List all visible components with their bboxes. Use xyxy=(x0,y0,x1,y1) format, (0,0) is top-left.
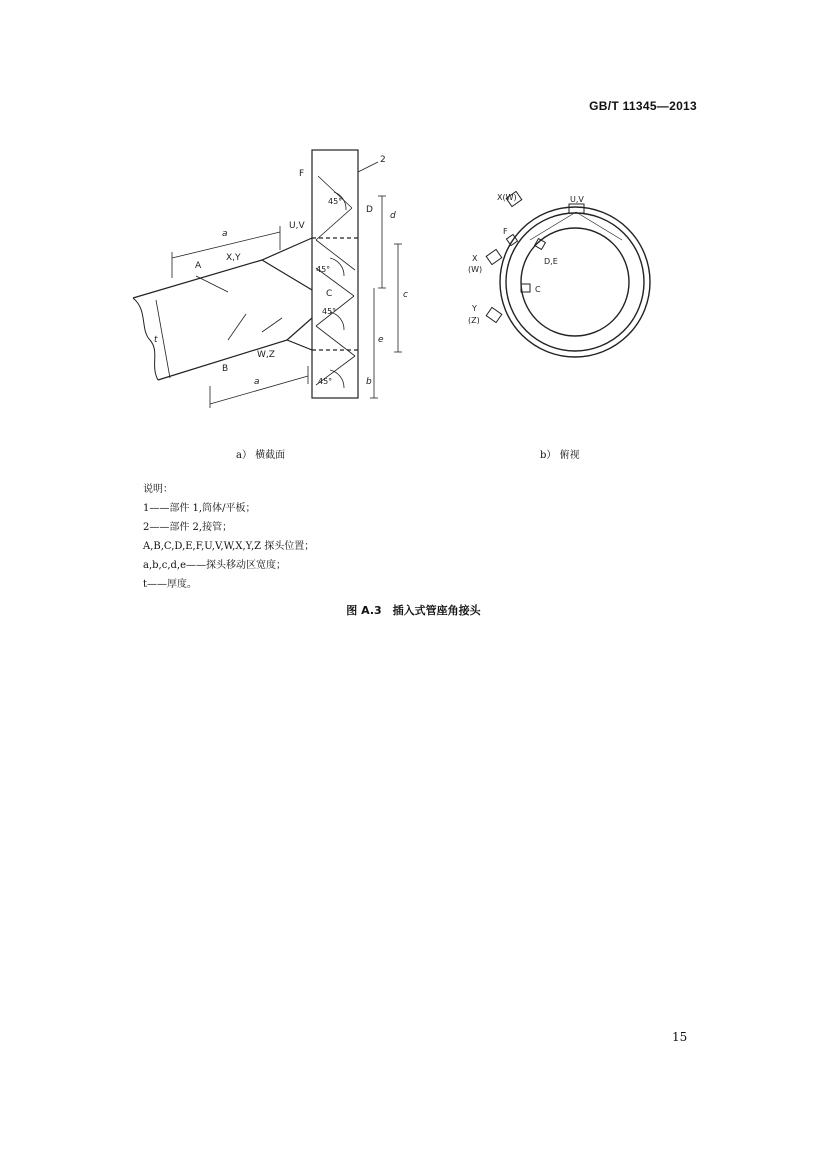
plan-label-Y: Y xyxy=(472,304,477,313)
label-B: B xyxy=(222,364,229,374)
label-XY: X,Y xyxy=(226,253,241,263)
angle-4: 45° xyxy=(318,377,333,386)
plan-label-C: C xyxy=(535,285,541,294)
legend-line-4: a,b,c,d,e——探头移动区宽度； xyxy=(143,560,286,571)
dim-a-top: a xyxy=(222,229,228,239)
cross-section-view xyxy=(133,150,402,408)
subcaption-plan-view: b） 俯视 xyxy=(540,450,580,461)
label-A: A xyxy=(195,261,202,271)
angle-1: 45° xyxy=(328,197,343,206)
dim-e: e xyxy=(378,335,384,345)
legend-line-2: 2——部件 2,接管； xyxy=(143,522,233,533)
shell-inner-circle xyxy=(506,213,644,351)
dim-b: b xyxy=(366,377,372,387)
page-number: 15 xyxy=(672,1030,688,1044)
angle-3: 45° xyxy=(322,307,337,316)
plan-label-X: X xyxy=(472,254,478,263)
label-C: C xyxy=(326,289,333,299)
dim-c: c xyxy=(403,290,408,300)
subcaption-cross-section: a） 横截面 xyxy=(236,450,286,461)
plan-label-Z: (Z) xyxy=(468,316,480,325)
dim-t: t xyxy=(154,335,158,345)
shell-wall xyxy=(312,150,358,398)
figure-caption: 图 A.3 插入式管座角接头 xyxy=(346,604,481,617)
label-F: F xyxy=(299,169,305,179)
label-D: D xyxy=(366,205,373,215)
plan-label-W: (W) xyxy=(468,265,483,274)
plan-label-F: F xyxy=(503,227,508,236)
dim-a-bottom: a xyxy=(254,377,260,387)
legend-line-3: A,B,C,D,E,F,U,V,W,X,Y,Z 探头位置； xyxy=(143,541,315,552)
nozzle-lower-edge xyxy=(158,340,312,380)
plan-label-XW: X(W) xyxy=(497,193,517,202)
shell-outer-circle xyxy=(500,207,650,357)
figure-a3-drawing xyxy=(0,0,827,460)
legend-line-5: t——厚度。 xyxy=(143,579,198,590)
nozzle-bore-circle xyxy=(521,228,629,336)
standard-code: GB/T 11345—2013 xyxy=(589,99,697,113)
plan-label-UV: U,V xyxy=(570,195,584,204)
label-UV: U,V xyxy=(289,221,305,231)
legend-title: 说明： xyxy=(143,484,173,495)
plan-view xyxy=(486,191,650,357)
legend-line-1: 1——部件 1,筒体/平板； xyxy=(143,503,256,514)
plan-label-DE: D,E xyxy=(544,257,558,266)
legend xyxy=(143,480,314,594)
dim-d: d xyxy=(390,211,396,221)
part-2-marker: 2 xyxy=(380,155,386,165)
label-WZ: W,Z xyxy=(257,350,275,360)
angle-2: 45° xyxy=(316,265,331,274)
